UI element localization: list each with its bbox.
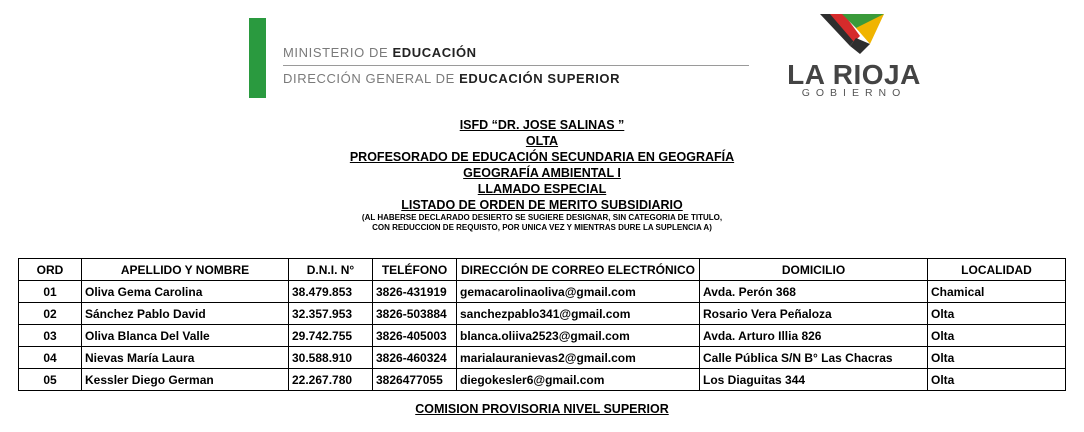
cell-email: gemacarolinaoliva@gmail.com	[457, 281, 700, 303]
cell-ord: 02	[19, 303, 82, 325]
cell-ord: 05	[19, 369, 82, 391]
cell-ord: 04	[19, 347, 82, 369]
merit-list-table	[18, 258, 1066, 391]
ministry-name: MINISTERIO DE EDUCACIÓN	[283, 45, 477, 60]
cell-email: blanca.oliiva2523@gmail.com	[457, 325, 700, 347]
note-line-1: (AL HABERSE DECLARADO DESIERTO SE SUGIERE DESIGNAR, SIN CATEGORIA DE TITULO,	[361, 213, 723, 222]
table-row	[19, 303, 1066, 325]
cell-phone: 3826477055	[373, 369, 457, 391]
logo-subtitle: GOBIERNO	[801, 87, 907, 99]
cell-locality: Chamical	[928, 281, 1066, 303]
cell-locality: Olta	[928, 303, 1066, 325]
header-address: DOMICILIO	[700, 259, 928, 281]
ministry-divider	[283, 65, 749, 66]
la-rioja-logo	[784, 8, 924, 103]
document-titles	[0, 117, 1084, 233]
cell-name: Sánchez Pablo David	[82, 303, 289, 325]
table-row	[19, 369, 1066, 391]
cell-locality: Olta	[928, 325, 1066, 347]
cell-dni: 29.742.755	[289, 325, 373, 347]
cell-name: Oliva Gema Carolina	[82, 281, 289, 303]
header-locality: LOCALIDAD	[928, 259, 1066, 281]
title-program: PROFESORADO DE EDUCACIÓN SECUNDARIA EN GEOGRAFÍA	[349, 150, 735, 164]
cell-ord: 03	[19, 325, 82, 347]
cell-address: Calle Pública S/N B° Las Chacras	[700, 347, 928, 369]
cell-dni: 32.357.953	[289, 303, 373, 325]
table-row	[19, 347, 1066, 369]
cell-ord: 01	[19, 281, 82, 303]
cell-address: Avda. Arturo Illia 826	[700, 325, 928, 347]
ministry-green-bar	[249, 18, 266, 98]
header-name: APELLIDO Y NOMBRE	[82, 259, 289, 281]
cell-phone: 3826-405003	[373, 325, 457, 347]
commission-footer: COMISION PROVISORIA NIVEL SUPERIOR	[415, 402, 669, 416]
cell-name: Oliva Blanca Del Valle	[82, 325, 289, 347]
cell-name: Kessler Diego German	[82, 369, 289, 391]
title-list: LISTADO DE ORDEN DE MERITO SUBSIDIARIO	[401, 198, 683, 212]
cell-dni: 30.588.910	[289, 347, 373, 369]
cell-name: Nievas María Laura	[82, 347, 289, 369]
ministry-header	[249, 18, 749, 98]
table-row	[19, 325, 1066, 347]
header-phone: TELÉFONO	[373, 259, 457, 281]
header-dni: D.N.I. N°	[289, 259, 373, 281]
logo-name: LA RIOJA	[787, 59, 921, 90]
header-ord: ORD	[19, 259, 82, 281]
cell-email: sanchezpablo341@gmail.com	[457, 303, 700, 325]
direction-name: DIRECCIÓN GENERAL DE EDUCACIÓN SUPERIOR	[283, 71, 621, 86]
cell-phone: 3826-460324	[373, 347, 457, 369]
title-institute: ISFD “DR. JOSE SALINAS ”	[459, 118, 625, 132]
cell-address: Avda. Perón 368	[700, 281, 928, 303]
cell-email: marialauranievas2@gmail.com	[457, 347, 700, 369]
cell-dni: 38.479.853	[289, 281, 373, 303]
table-header-row	[19, 259, 1066, 281]
title-subject: GEOGRAFÍA AMBIENTAL I	[463, 166, 621, 180]
header-email: DIRECCIÓN DE CORREO ELECTRÓNICO	[457, 259, 700, 281]
table-row	[19, 281, 1066, 303]
cell-phone: 3826-503884	[373, 303, 457, 325]
note-line-2: CON REDUCCION DE REQUISTO, POR UNICA VEZ Y MIENTRAS DURE LA SUPLENCIA A)	[372, 223, 712, 232]
cell-locality: Olta	[928, 347, 1066, 369]
cell-dni: 22.267.780	[289, 369, 373, 391]
cell-address: Los Diaguitas 344	[700, 369, 928, 391]
cell-address: Rosario Vera Peñaloza	[700, 303, 928, 325]
cell-email: diegokesler6@gmail.com	[457, 369, 700, 391]
cell-locality: Olta	[928, 369, 1066, 391]
title-call: LLAMADO ESPECIAL	[477, 182, 607, 196]
title-locality: OLTA	[525, 134, 559, 148]
la-rioja-emblem-icon	[816, 8, 888, 58]
cell-phone: 3826-431919	[373, 281, 457, 303]
